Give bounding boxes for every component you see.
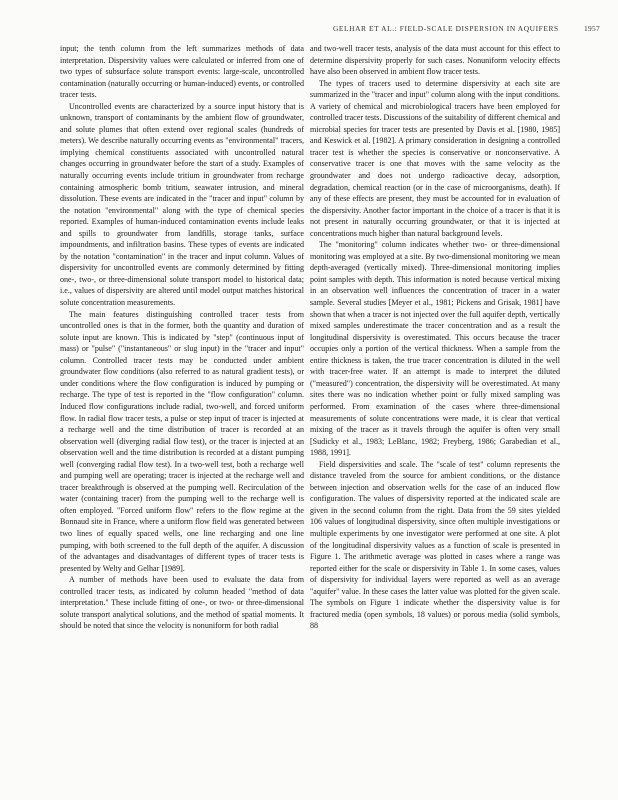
page-number: 1957 [584,24,600,33]
paragraph: and two-well tracer tests, analysis of the data must account for this effect to determine dispersivity properly for such cases. Nonuniform velocity effects have also been observed in ambient flow tracer tests. [310,44,560,77]
paragraph: The types of tracers used to determine dispersivity at each site are summarized in the "tracer and input" column along with the input conditions. A variety of chemical and microbiological tracers have been employed for controlled tracer tests. Discussions of the suitability of different chemical and microbial species for tracer tests are presented by Davis et al. [1980, 1985] and Keswick et al. [1982]. A primary consideration in designing a controlled tracer test is whether the species is conservative or nonconservative. A conservative tracer is one that moves with the same velocity as the groundwater and does not undergo radioactive decay, adsorption, degradation, chemical reaction (or in the case of microorganisms, death). If any of these effects are present, they must be accounted for in evaluation of the dispersivity. Another factor important in the choice of a tracer is that it is not present in naturally occurring groundwater, or that it is injected at concentrations much higher than natural background levels. [310,78,560,238]
paragraph: The "monitoring" column indicates whether two- or three-dimensional monitoring was employed at a site. By two-dimensional monitoring we mean depth-averaged (vertically mixed). Three-dimensional monitoring implies point samples with depth. This information is noted because vertical mixing in an observation well influences the concentration of tracer in a water sample. Several studies [Meyer et al., 1981; Pickens and Grisak, 1981] have shown that when a tracer is not injected over the full aquifer depth, vertically mixed samples underestimate the tracer concentration and as a result the longitudinal dispersivity is overestimated. This occurs because the tracer occupies only a portion of the vertical thickness. When a sample from the entire thickness is taken, the true tracer concentration is diluted in the well with tracer-free water. If an attempt is made to interpret the diluted ("measured") concentration, the dispersivity will be overestimated. At many sites there was no indication whether point or fully mixed sampling was performed. From examination of the cases where three-dimensional measurements of solute concentrations were made, it is clear that vertical mixing of the tracer as it travels through the aquifer is often very small [Sudicky et al., 1983; LeBlanc, 1982; Freyberg, 1986; Garabedian et al., 1988, 1991]. [310,240,560,458]
paragraph: Uncontrolled events are characterized by a source input history that is unknown, transport of contaminants by the ambient flow of groundwater, and solute plumes that often extend over regional scales (hundreds of meters). We describe naturally occurring events as "environmental" tracers, implying chemical constituents associated with uncontrolled natural changes occurring in groundwater before the start of a study. Examples of naturally occurring events include tritium in groundwater from recharge containing atmospheric bomb tritium, seawater intrusion, and mineral dissolution. These events are indicated in the "tracer and input" column by the notation "environmental" along with the type of chemical species reported. Examples of human-induced contamination events include leaks and spills to groundwater from landfills, storage tanks, surface impoundments, and infiltration basins. These types of events are indicated by the notation "contamination" in the tracer and input column. Values of dispersivity for uncontrolled events are commonly determined by fitting one-, two-, or three-dimensional solute transport model to historical data; i.e., values of dispersivity are altered until model output matches historical solute concentration measurements. [60,101,304,308]
paragraph: Field dispersivities and scale. The "scale of test" column represents the distance traveled from the source for ambient conditions, or the distance between injection and observation wells for the case of an induced flow configuration. The values of dispersivity reported at the indicated scale are given in the second column from the right. Data from the 59 sites yielded 106 values of longitudinal dispersivity, since often multiple investigations or multiple experiments by one investigator were performed at one site. A plot of the longitudinal dispersivity values as a function of scale is presented in Figure 1. The arithmetic average was plotted in cases where a range was reported either for the scale or dispersivity in Table 1. In some cases, values of dispersivity for individual layers were reported as well as an average "aquifer" value. In these cases the latter value was plotted for the given scale. The symbols on Figure 1 indicate whether the dispersivity value is for fractured media (open symbols, 18 values) or porous media (solid symbols, 88 [310,459,560,631]
paragraph: The main features distinguishing controlled tracer tests from uncontrolled ones is that in the former, both the quantity and duration of solute input are known. This is indicated by "step" (continuous input of mass) or "pulse" ("instantaneous" or slug input) in the "tracer and input" column. Controlled tracer tests may be conducted under ambient groundwater flow conditions (also referred to as natural gradient tests), or under conditions where the flow configuration is induced by pumping or recharge. The type of test is reported in the "flow configuration" column. Induced flow configurations include radial, two-well, and forced uniform flow. In radial flow tracer tests, a pulse or step input of tracer is injected at a recharge well and the time distribution of tracer is recorded at an observation well (diverging radial flow test), or the tracer is injected at an observation well and the time distribution is recorded at a distant pumping well (converging radial flow test). In a two-well test, both a recharge well and pumping well are operating; tracer is injected at the recharge well and tracer breakthrough is observed at the pumping well. Recirculation of the water (containing tracer) from the pumping well to the recharge well is often employed. "Forced uniform flow" refers to the flow regime at the Bonnaud site in France, where a uniform flow field was generated between two lines of equally spaced wells, one line recharging and one line pumping, with both screened to the full depth of the aquifer. A discussion of the advantages and disadvantages of different types of tracer tests is presented by Welty and Gelhar [1989]. [60,309,304,573]
right-column [310,43,560,632]
running-head-authors: GELHAR ET AL.: FIELD-SCALE DISPERSION IN AQUIFERS [333,24,559,33]
left-column [60,43,304,632]
paragraph: input; the tenth column from the left summarizes methods of data interpretation. Dispersivity values were calculated or inferred from one of two types of subsurface solute transport events: large-scale, uncontrolled contamination (naturally occurring or human-induced) events, or controlled tracer tests. [60,44,304,100]
paragraph: A number of methods have been used to evaluate the data from controlled tracer tests, as indicated by column headed "method of data interpretation." These include fitting of one-, or two- or three-dimensional solute transport analytical solutions, and the method of spatial moments. It should be noted that since the velocity is nonuniform for both radial [60,575,304,631]
